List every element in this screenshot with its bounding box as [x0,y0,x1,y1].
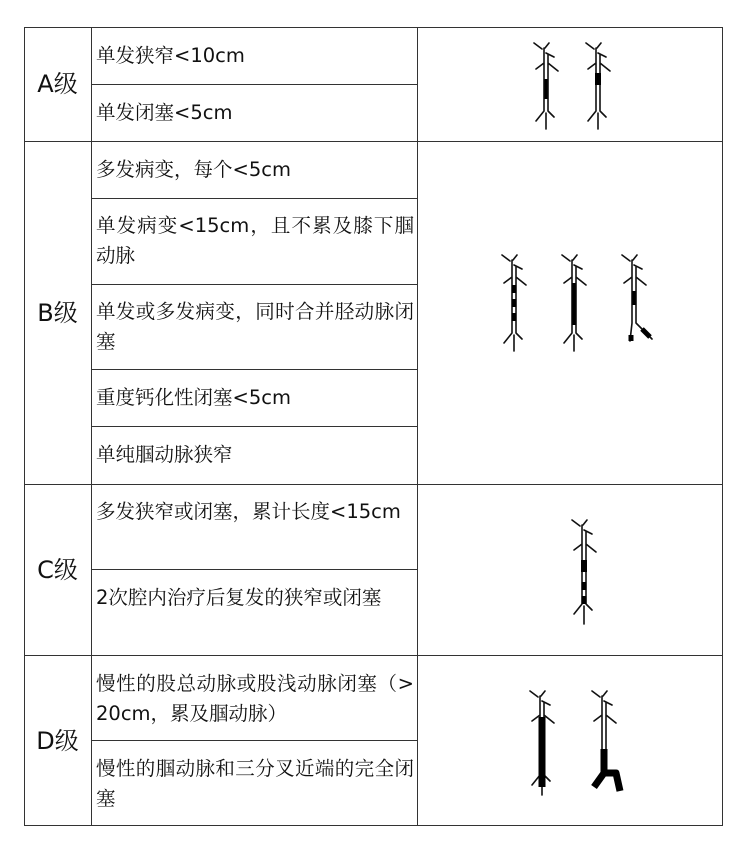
criterion-b-1: 多发病变，每个<5cm [96,158,291,181]
criterion-a-2: 单发闭塞<5cm [96,101,233,124]
column-divider [91,27,92,826]
criterion-b-3: 单发或多发病变，同时合并胫动脉闭塞 [96,300,414,353]
table-border-left [24,27,25,826]
criterion-b-4: 重度钙化性闭塞<5cm [96,386,291,409]
illustration-grade-c [418,484,723,655]
artery-multiple-stenoses-occlusions-icon [570,518,614,628]
row-divider [91,284,418,285]
criterion-a-1: 单发狭窄<10cm [96,44,245,67]
artery-lesion-with-tibial-occlusion-icon [620,253,664,353]
artery-long-femoral-occlusion-icon [528,689,568,799]
criterion-c-2: 2次腔内治疗后复发的狭窄或闭塞 [96,586,382,609]
artery-popliteal-trifurcation-occlusion-icon [590,689,638,799]
row-divider [91,369,418,370]
row-divider [91,198,418,199]
criterion-d-2: 慢性的腘动脉和三分叉近端的完全闭塞 [96,757,414,810]
row-divider [91,426,418,427]
artery-multiple-lesions-icon [500,253,540,353]
artery-single-stenosis-icon [532,41,572,133]
illustration-grade-d [418,655,723,825]
illustration-grade-b [418,141,723,484]
table-border-bottom [24,825,723,826]
grade-label-d: D级 [36,727,79,755]
criterion-c-1: 多发狭窄或闭塞，累计长度<15cm [96,500,401,523]
row-divider [91,569,418,570]
illustration-grade-a [418,27,723,141]
grade-label-a: A级 [37,70,78,98]
criterion-b-5: 单纯腘动脉狭窄 [96,443,233,466]
criterion-d-1: 慢性的股总动脉或股浅动脉闭塞（>20cm，累及腘动脉） [96,672,414,725]
row-divider [91,740,418,741]
criterion-b-2: 单发病变<15cm，且不累及膝下腘动脉 [96,214,414,267]
tasc-classification-table [24,27,723,826]
grade-label-b: B级 [37,299,78,327]
artery-single-occlusion-icon [584,41,624,133]
grade-label-c: C级 [37,556,78,584]
row-divider [91,84,418,85]
artery-long-single-lesion-icon [560,253,600,353]
